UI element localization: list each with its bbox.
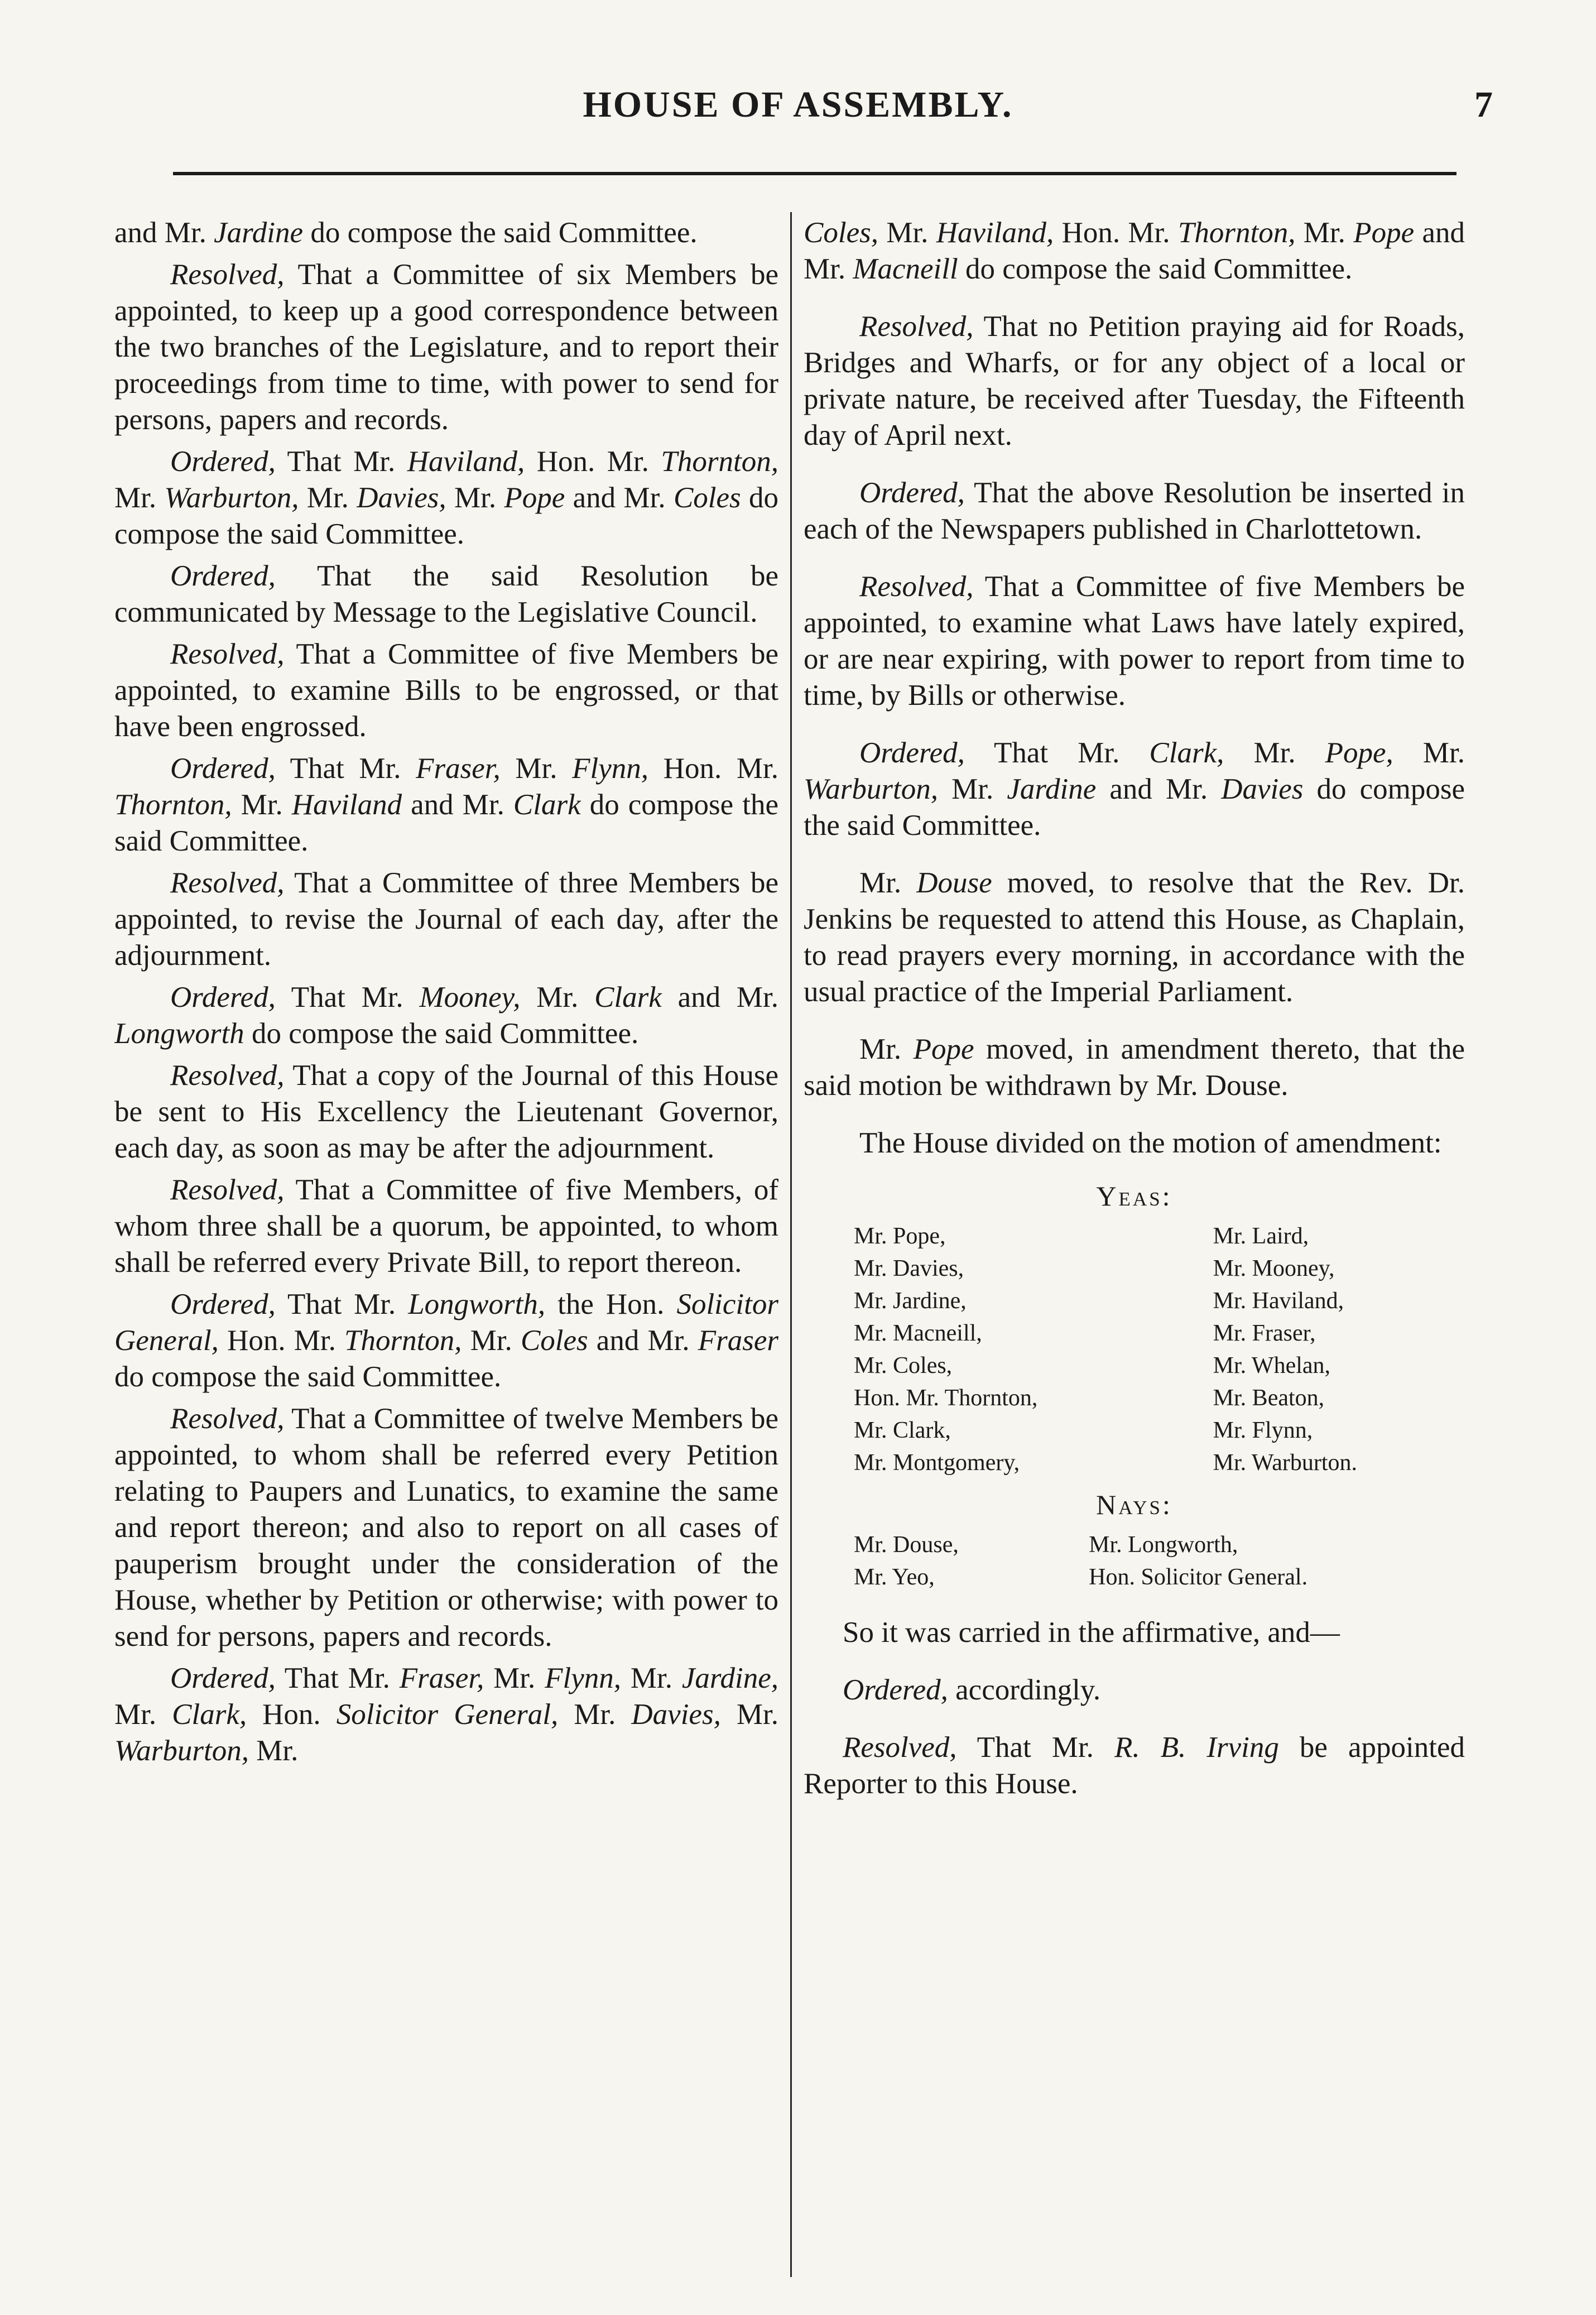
paragraph-text: Thornton, <box>114 789 232 821</box>
vote-row <box>804 1349 1465 1382</box>
paragraph-text: Coles, <box>804 217 878 249</box>
member-name: Mr. Jardine, <box>854 1288 967 1314</box>
paragraph-text: That Mr. <box>956 1731 1114 1764</box>
paragraph-text: Clark <box>513 789 581 821</box>
paragraph-text: Hon. Mr. <box>1054 217 1178 249</box>
journal-paragraph <box>114 444 778 553</box>
member-name: Mr. Haviland, <box>1213 1288 1344 1314</box>
journal-paragraph <box>804 735 1465 844</box>
journal-paragraph <box>804 309 1465 454</box>
column-divider <box>790 212 792 2277</box>
paragraph-text: Mr. <box>938 773 1007 805</box>
paragraph-text: moved, in amendment thereto, that the said motion be withdrawn by Mr. Douse. <box>804 1033 1465 1102</box>
paragraph-text: and Mr. <box>588 1324 698 1357</box>
right-column <box>804 215 1465 2280</box>
journal-paragraph <box>804 1125 1465 1161</box>
paragraph-text: Pope, <box>1325 737 1393 769</box>
paragraph-text: Ordered, <box>170 445 276 478</box>
paragraph-text: Resolved, <box>170 638 285 670</box>
paragraph-text: So it was carried in the affirmative, and— <box>843 1616 1340 1649</box>
paragraph-text: Pope <box>504 482 565 514</box>
journal-paragraph <box>114 215 778 251</box>
paragraph-text: Mr. <box>878 217 936 249</box>
paragraph-text: That a Committee of six Members be appointed, to keep up a good correspondence between the two branches of the Legislature, and to report their proceedings from time to time, with power to send for persons, papers and records. <box>114 258 778 436</box>
paragraph-text: Resolved, <box>170 1059 285 1092</box>
paragraph-text: Ordered, <box>170 752 276 785</box>
paragraph-text: Davies, <box>631 1698 721 1731</box>
journal-paragraph <box>804 215 1465 287</box>
paragraph-text: Solicitor General, <box>114 1288 778 1357</box>
page-number: 7 <box>1474 84 1493 125</box>
journal-paragraph <box>114 1058 778 1166</box>
paragraph-text: Ordered, <box>843 1674 948 1706</box>
paragraph-text: Jardine, <box>681 1662 778 1694</box>
vote-row <box>804 1317 1465 1349</box>
paragraph-text: Ordered, <box>170 1662 276 1694</box>
paragraph-text: That no Petition praying aid for Roads, Bridges and Wharfs, or for any object of a local or private nature, be received after Tuesday, the Fifteenth day of April next. <box>804 310 1465 452</box>
journal-paragraph <box>114 1660 778 1769</box>
paragraph-text: Fraser, <box>399 1662 484 1694</box>
vote-row <box>804 1529 1465 1561</box>
vote-row <box>804 1220 1465 1252</box>
paragraph-text: be appointed Reporter to this House. <box>804 1731 1465 1800</box>
member-name: Mr. Longworth, <box>1089 1532 1238 1558</box>
paragraph-text: and Mr. <box>804 217 1465 285</box>
member-name: Mr. Whelan, <box>1213 1353 1331 1379</box>
paragraph-text: Clark <box>594 981 662 1014</box>
vote-row <box>804 1561 1465 1593</box>
paragraph-text: That a Committee of twelve Members be appointed, to whom shall be referred every Petition relating to Paupers and Lunatics, to examine the same and report thereon; and also to report on all cases of pauperism brought under the consideration of the House, whether by Petition or otherwise; with power to send for persons, papers and records. <box>114 1403 778 1653</box>
paragraph-text: Mr. <box>114 482 165 514</box>
vote-row <box>804 1252 1465 1285</box>
paragraph-text: Mr. <box>114 1698 172 1731</box>
paragraph-text: Haviland, <box>936 217 1054 249</box>
paragraph-text: Resolved, <box>170 867 285 899</box>
member-name: Mr. Mooney, <box>1213 1256 1335 1281</box>
paragraph-text: Resolved, <box>843 1731 957 1764</box>
journal-paragraph <box>114 979 778 1052</box>
paragraph-text: Mr. <box>859 867 917 899</box>
paragraph-text: Resolved, <box>170 258 285 291</box>
journal-paragraph <box>804 1730 1465 1802</box>
paragraph-text: do compose the said Committee. <box>114 1361 502 1393</box>
paragraph-text: Thornton, <box>344 1324 462 1357</box>
journal-paragraph <box>114 1286 778 1395</box>
paragraph-text: Mr. <box>558 1698 632 1731</box>
paragraph-text: Ordered, <box>859 737 965 769</box>
paragraph-text: do compose the said Committee. <box>114 482 778 550</box>
paragraph-text: accordingly. <box>948 1674 1101 1706</box>
member-name: Mr. Montgomery, <box>854 1450 1020 1476</box>
paragraph-text: Mr. <box>500 752 573 785</box>
vote-row <box>804 1447 1465 1479</box>
paragraph-text: do compose the said Committee. <box>958 253 1353 285</box>
journal-paragraph <box>114 1401 778 1655</box>
paragraph-text: The House divided on the motion of amendment: <box>859 1127 1442 1159</box>
paragraph-text: Ordered, <box>170 1288 276 1320</box>
paragraph-text: Pope <box>1353 217 1415 249</box>
journal-paragraph <box>804 1615 1465 1651</box>
paragraph-text: the Hon. <box>545 1288 677 1320</box>
paragraph-text: That a copy of the Journal of this House be sent to His Excellency the Lieutenant Governor, each day, as soon as may be after the adjournment. <box>114 1059 778 1164</box>
paragraph-text: Mr. <box>462 1324 521 1357</box>
paragraph-text: Fraser <box>698 1324 778 1357</box>
journal-paragraph <box>114 558 778 631</box>
page-header-title: HOUSE OF ASSEMBLY. <box>583 84 1013 125</box>
paragraph-text: and Mr. <box>661 981 778 1014</box>
journal-paragraph <box>114 257 778 438</box>
nays-heading: Nays: <box>1096 1489 1172 1520</box>
paragraph-text: That the said Resolution be communicated by Message to the Legislative Council. <box>114 560 778 628</box>
paragraph-text: Clark, <box>172 1698 247 1731</box>
journal-paragraph <box>804 1031 1465 1104</box>
paragraph-text: Flynn, <box>545 1662 622 1694</box>
paragraph-text: and Mr. <box>402 789 513 821</box>
paragraph-text: That Mr. <box>964 737 1150 769</box>
journal-paragraph <box>114 751 778 859</box>
paragraph-text: do compose the said Committee. <box>303 217 698 249</box>
member-name: Mr. Pope, <box>854 1223 946 1249</box>
paragraph-text: Mooney, <box>419 981 521 1014</box>
paragraph-text: Fraser, <box>416 752 501 785</box>
paragraph-text: That Mr. <box>275 981 420 1014</box>
paragraph-text: Solicitor General, <box>336 1698 559 1731</box>
paragraph-text: Longworth <box>114 1017 244 1050</box>
paragraph-text: moved, to resolve that the Rev. Dr. Jenkins be requested to attend this House, as Chaplain, to read prayers every morning, in accordance with the usual practice of the Imperial Parliament. <box>804 867 1465 1008</box>
paragraph-text: That a Committee of three Members be appointed, to revise the Journal of each day, after the adjournment. <box>114 867 778 972</box>
paragraph-text: Coles <box>520 1324 588 1357</box>
paragraph-text: Resolved, <box>859 570 974 603</box>
header-rule <box>173 172 1456 175</box>
paragraph-text: Resolved, <box>170 1174 285 1206</box>
paragraph-text: do compose the said Committee. <box>244 1017 639 1050</box>
right-column-paragraphs <box>804 215 1465 1161</box>
member-name: Mr. Macneill, <box>854 1320 982 1346</box>
paragraph-text: Warburton, <box>164 482 299 514</box>
paragraph-text: Hon. <box>247 1698 336 1731</box>
paragraph-text: Davies <box>1221 773 1304 805</box>
paragraph-text: Pope <box>913 1033 974 1065</box>
member-name: Mr. Fraser, <box>1213 1320 1316 1346</box>
paragraph-text: That a Committee of five Members be appointed, to examine Bills to be engrossed, or that have been engrossed. <box>114 638 778 743</box>
paragraph-text: Haviland <box>291 789 402 821</box>
journal-paragraph <box>114 865 778 974</box>
paragraph-text: and Mr. <box>1096 773 1222 805</box>
journal-paragraph <box>804 569 1465 714</box>
member-name: Hon. Solicitor General. <box>1089 1564 1308 1590</box>
paragraph-text: Ordered, <box>170 560 276 592</box>
paragraph-text: Longworth, <box>408 1288 546 1320</box>
paragraph-text: Clark, <box>1149 737 1224 769</box>
paragraph-text: Warburton, <box>804 773 939 805</box>
paragraph-text: Ordered, <box>170 981 276 1014</box>
yeas-heading: Yeas: <box>1096 1180 1172 1212</box>
right-column-closing <box>804 1615 1465 1802</box>
journal-paragraph <box>804 1672 1465 1708</box>
paragraph-text: Ordered, <box>859 477 965 509</box>
paragraph-text: Douse <box>916 867 992 899</box>
paragraph-text: Mr. <box>1295 217 1354 249</box>
vote-row <box>804 1285 1465 1317</box>
paragraph-text: Coles <box>673 482 741 514</box>
paragraph-text: Hon. Mr. <box>648 752 778 785</box>
journal-paragraph <box>804 865 1465 1010</box>
nays-table <box>804 1529 1465 1593</box>
member-name: Mr. Davies, <box>854 1256 964 1281</box>
paragraph-text: Thornton, <box>1177 217 1296 249</box>
paragraph-text: That a Committee of five Members be appointed, to examine what Laws have lately expired, or are near expiring, with power to report from time to time, by Bills or otherwise. <box>804 570 1465 712</box>
paragraph-text: That the above Resolution be inserted in each of the Newspapers published in Charlottetown. <box>804 477 1465 545</box>
member-name: Mr. Douse, <box>854 1532 959 1558</box>
paragraph-text: Flynn, <box>572 752 649 785</box>
paragraph-text: Mr. <box>1224 737 1325 769</box>
member-name: Hon. Mr. Thornton, <box>854 1385 1038 1411</box>
paragraph-text: Mr. <box>859 1033 914 1065</box>
division-list <box>804 1178 1465 1593</box>
paragraph-text: R. B. Irving <box>1114 1731 1279 1764</box>
paragraph-text: Mr. <box>621 1662 682 1694</box>
paragraph-text: Mr. <box>520 981 595 1014</box>
paragraph-text: Thornton, <box>661 445 778 478</box>
member-name: Mr. Flynn, <box>1213 1418 1313 1443</box>
paragraph-text: Mr. <box>720 1698 778 1731</box>
paragraph-text: Warburton, <box>114 1735 249 1767</box>
journal-paragraph <box>114 636 778 745</box>
journal-paragraph <box>114 1172 778 1281</box>
paragraph-text: That Mr. <box>275 1288 408 1320</box>
paragraph-text: Haviland, <box>407 445 525 478</box>
paragraph-text: That a Committee of five Members, of whom three shall be a quorum, be appointed, to whom shall be referred every Private Bill, to report thereon. <box>114 1174 778 1279</box>
paragraph-text: Jardine <box>1007 773 1097 805</box>
paragraph-text: That Mr. <box>275 445 407 478</box>
vote-row <box>804 1414 1465 1447</box>
paragraph-text: Hon. Mr. <box>525 445 661 478</box>
paragraph-text: Mr. <box>1393 737 1465 769</box>
member-name: Mr. Clark, <box>854 1418 951 1443</box>
paragraph-text: Resolved, <box>859 310 974 343</box>
member-name: Mr. Coles, <box>854 1353 953 1379</box>
paragraph-text: do compose the said Committee. <box>804 773 1465 842</box>
yeas-table <box>804 1220 1465 1479</box>
paragraph-text: do compose the said Committee. <box>114 789 778 857</box>
paragraph-text: Davies, <box>357 482 446 514</box>
paragraph-text: Hon. Mr. <box>218 1324 344 1357</box>
journal-paragraph <box>804 475 1465 547</box>
left-column <box>114 215 778 2280</box>
paragraph-text: Mr. <box>446 482 504 514</box>
paragraph-text: That Mr. <box>275 752 416 785</box>
member-name: Mr. Yeo, <box>854 1564 935 1590</box>
paragraph-text: Mr. <box>484 1662 545 1694</box>
member-name: Mr. Warburton. <box>1213 1450 1357 1476</box>
paragraph-text: Resolved, <box>170 1403 285 1435</box>
paragraph-text: Mr. <box>232 789 292 821</box>
paragraph-text: and Mr. <box>565 482 674 514</box>
paragraph-text: Mr. <box>249 1735 299 1767</box>
paragraph-text: Macneill <box>853 253 958 285</box>
member-name: Mr. Beaton, <box>1213 1385 1325 1411</box>
paragraph-text: and Mr. <box>114 217 214 249</box>
member-name: Mr. Laird, <box>1213 1223 1309 1249</box>
paragraph-text: Jardine <box>214 217 304 249</box>
paragraph-text: That Mr. <box>275 1662 400 1694</box>
vote-row <box>804 1382 1465 1414</box>
paragraph-text: Mr. <box>299 482 357 514</box>
